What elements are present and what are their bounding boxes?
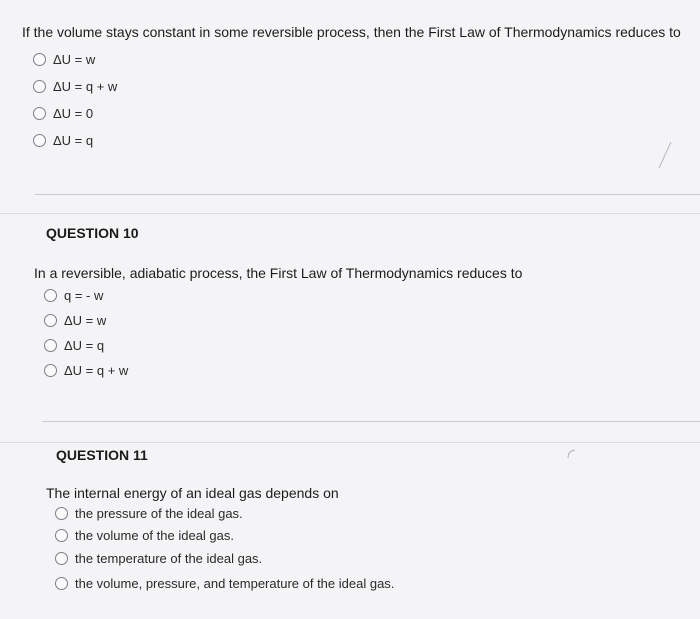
option-label: ΔU = q [64,338,105,353]
option-label: ΔU = q [53,133,94,148]
section-separator [0,213,700,214]
option-label: q = - w [64,288,104,303]
q9-option-2[interactable] [33,79,117,94]
option-label: the volume, pressure, and temperature of the ideal gas. [75,576,395,591]
divider [35,194,700,195]
option-label: ΔU = 0 [53,106,94,121]
option-label: ΔU = q + w [53,79,118,94]
radio-button[interactable] [44,289,57,302]
radio-button[interactable] [55,552,68,565]
q11-option-2[interactable] [55,528,234,543]
radio-button[interactable] [33,53,46,66]
question-9-prompt: If the volume stays constant in some reversible process, then the First Law of Thermodynamics reduces to [22,24,681,40]
option-label: the volume of the ideal gas. [75,528,234,543]
radio-button[interactable] [44,314,57,327]
radio-button[interactable] [55,507,68,520]
radio-button[interactable] [55,529,68,542]
option-label: the temperature of the ideal gas. [75,551,263,566]
q11-option-1[interactable] [55,506,243,521]
question-11-prompt: The internal energy of an ideal gas depends on [46,485,339,501]
option-label: ΔU = w [53,52,96,67]
option-label: ΔU = w [64,313,107,328]
q10-option-4[interactable] [44,363,128,378]
radio-button[interactable] [44,339,57,352]
radio-button[interactable] [44,364,57,377]
divider [42,421,700,422]
q10-option-2[interactable] [44,313,106,328]
radio-button[interactable] [33,134,46,147]
q10-option-3[interactable] [44,338,104,353]
q9-option-3[interactable] [33,106,93,121]
q11-option-3[interactable] [55,551,262,566]
option-label: the pressure of the ideal gas. [75,506,243,521]
q11-option-4[interactable] [55,576,394,591]
q9-option-1[interactable] [33,52,95,67]
radio-button[interactable] [33,107,46,120]
radio-button[interactable] [55,577,68,590]
question-11-heading: QUESTION 11 [56,447,148,463]
pen-stroke-mark [655,140,675,170]
q9-option-4[interactable] [33,133,93,148]
pen-stroke-mark [564,447,578,461]
question-10-heading: QUESTION 10 [46,225,139,241]
section-separator [0,442,700,443]
radio-button[interactable] [33,80,46,93]
question-10-prompt: In a reversible, adiabatic process, the First Law of Thermodynamics reduces to [34,265,523,281]
q10-option-1[interactable] [44,288,103,303]
option-label: ΔU = q + w [64,363,129,378]
